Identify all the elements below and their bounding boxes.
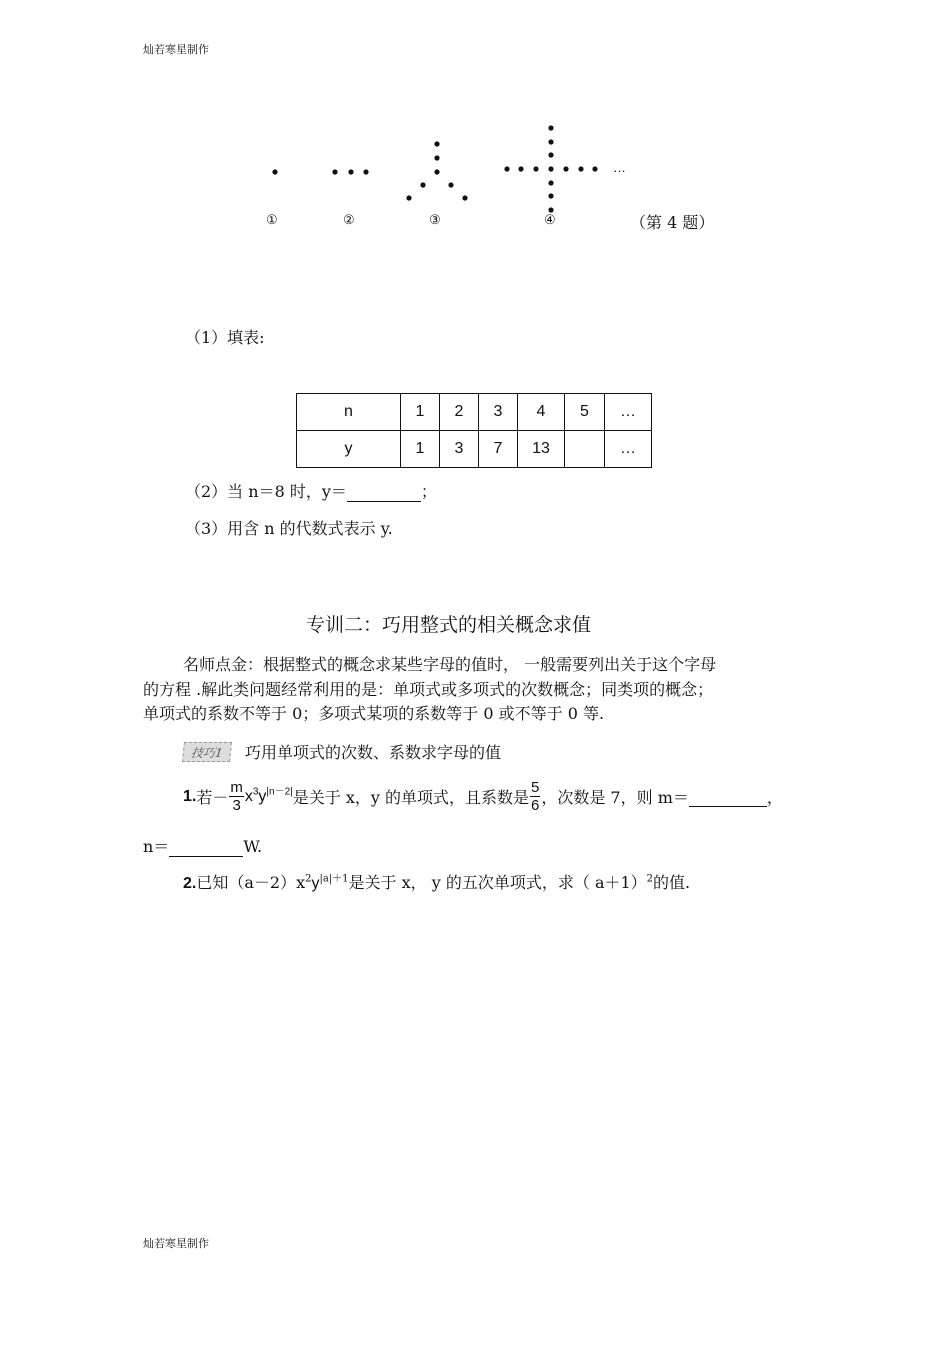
figure-label-3: ③	[429, 213, 441, 228]
table-cell: 3	[479, 394, 518, 431]
figure3-dot	[434, 141, 439, 146]
part2-suffix: ；	[420, 482, 437, 501]
skill-header	[183, 740, 501, 763]
figure4-dot	[578, 166, 583, 171]
fraction-denominator: 3	[232, 797, 241, 814]
answer-blank-n[interactable]	[169, 837, 243, 857]
figure-caption: （第 4 题）	[630, 213, 715, 232]
table-cell: 1	[401, 431, 440, 468]
exponent: 2	[646, 873, 654, 885]
figure4-dot	[548, 207, 553, 212]
fraction-numerator: 5	[531, 779, 540, 796]
exponent: 3	[252, 786, 259, 798]
figure4-dot	[548, 152, 553, 157]
exponent: 2	[305, 873, 312, 885]
figure2-dot	[332, 169, 337, 174]
section-title: 专训二：巧用整式的相关概念求值	[306, 614, 592, 636]
skill-title: 巧用单项式的次数、系数求字母的值	[245, 743, 502, 762]
exponent: |n－2|	[266, 786, 293, 798]
q1-fraction-m3	[229, 780, 244, 813]
figure-label-1: ①	[266, 213, 278, 228]
table-cell: 2	[440, 394, 479, 431]
tip-line-1: 名师点金：根据整式的概念求某些字母的值时， 一般需要列出关于这个字母	[183, 655, 717, 674]
figure4-dot	[592, 166, 597, 171]
part2-line	[185, 479, 437, 502]
figure-label-2: ②	[343, 213, 355, 228]
part3-line: （3）用含 n 的代数式表示 y.	[185, 519, 393, 538]
q1-variable-x: $x^3$	[244, 786, 259, 805]
table-row	[297, 394, 652, 431]
figure-ellipsis: …	[613, 160, 626, 175]
header-watermark: 灿若寒星制作	[143, 43, 209, 56]
figure4-dot	[548, 166, 553, 171]
dot-pattern-figure	[255, 120, 715, 220]
tip-line-2: 的方程 .解此类问题经常利用的是：单项式或多项式的次数概念；同类项的概念；	[143, 680, 714, 699]
table-cell: 4	[518, 394, 565, 431]
figure4-dot	[548, 125, 553, 130]
figure3-dot	[434, 155, 439, 160]
q1-pre: 若－	[196, 788, 229, 807]
question-2	[183, 870, 690, 893]
figure2-dot	[348, 169, 353, 174]
q1-mid: 是关于 x，y 的单项式，且系数是	[292, 788, 529, 807]
q1-line2-post: W.	[243, 837, 263, 856]
answer-blank[interactable]	[347, 482, 421, 502]
q2-post: 的值.	[653, 873, 691, 892]
figure3-dot	[434, 169, 439, 174]
part1-label: （1）填表:	[185, 328, 265, 347]
answer-blank-m[interactable]	[689, 787, 767, 807]
fill-table	[296, 393, 652, 468]
footer-watermark: 灿若寒星制作	[143, 1237, 209, 1250]
figure3-dot	[448, 182, 453, 187]
q1-line2-pre: n＝	[143, 837, 170, 856]
table-cell: y	[297, 431, 401, 468]
q1-post: ，次数是 7，则 m＝	[541, 788, 689, 807]
tip-line-3: 单项式的系数不等于 0；多项式某项的系数等于 0 或不等于 0 等.	[143, 704, 605, 723]
table-cell: …	[605, 394, 652, 431]
figure3-dot	[420, 182, 425, 187]
figure4-dot	[504, 166, 509, 171]
question-1-line-2	[143, 834, 262, 857]
q2-number: 2.	[183, 875, 197, 892]
q1-fraction-5-6	[530, 780, 540, 813]
figure-label-4: ④	[544, 213, 556, 228]
table-cell: 7	[479, 431, 518, 468]
figure4-dot	[548, 193, 553, 198]
skill-badge: 技巧1	[182, 742, 232, 762]
table-cell: 3	[440, 431, 479, 468]
figure4-dot	[518, 166, 523, 171]
table-row	[297, 431, 652, 468]
figure4-dot	[548, 139, 553, 144]
table-cell: 13	[518, 431, 565, 468]
fraction-denominator: 6	[531, 797, 540, 814]
q2-mid: 是关于 x， y 的五次单项式，求（ a＋1）	[348, 873, 647, 892]
exponent: |a|＋1	[319, 873, 349, 885]
figure3-dot	[462, 195, 467, 200]
part2-prefix: （2）当 n＝8 时，y＝	[185, 482, 347, 501]
fraction-numerator: m	[230, 779, 243, 796]
figure3-dot	[406, 195, 411, 200]
q2-variable-y: y	[311, 875, 320, 892]
figure4-dot	[548, 180, 553, 185]
figure1-dot	[272, 169, 277, 174]
figure4-dot	[563, 166, 568, 171]
q1-number: 1.	[183, 787, 197, 805]
figure4-dot	[533, 166, 538, 171]
table-cell: 5	[565, 394, 605, 431]
table-cell: …	[605, 431, 652, 468]
table-cell: 1	[401, 394, 440, 431]
table-cell: n	[297, 394, 401, 431]
q1-end: ，	[766, 788, 783, 807]
q1-variable-y: $y^{|n-2|}$	[258, 786, 293, 805]
table-blank-cell[interactable]	[565, 431, 605, 468]
question-1	[183, 780, 783, 813]
q2-pre: 已知（a－2）x	[196, 873, 306, 892]
figure2-dot	[363, 169, 368, 174]
